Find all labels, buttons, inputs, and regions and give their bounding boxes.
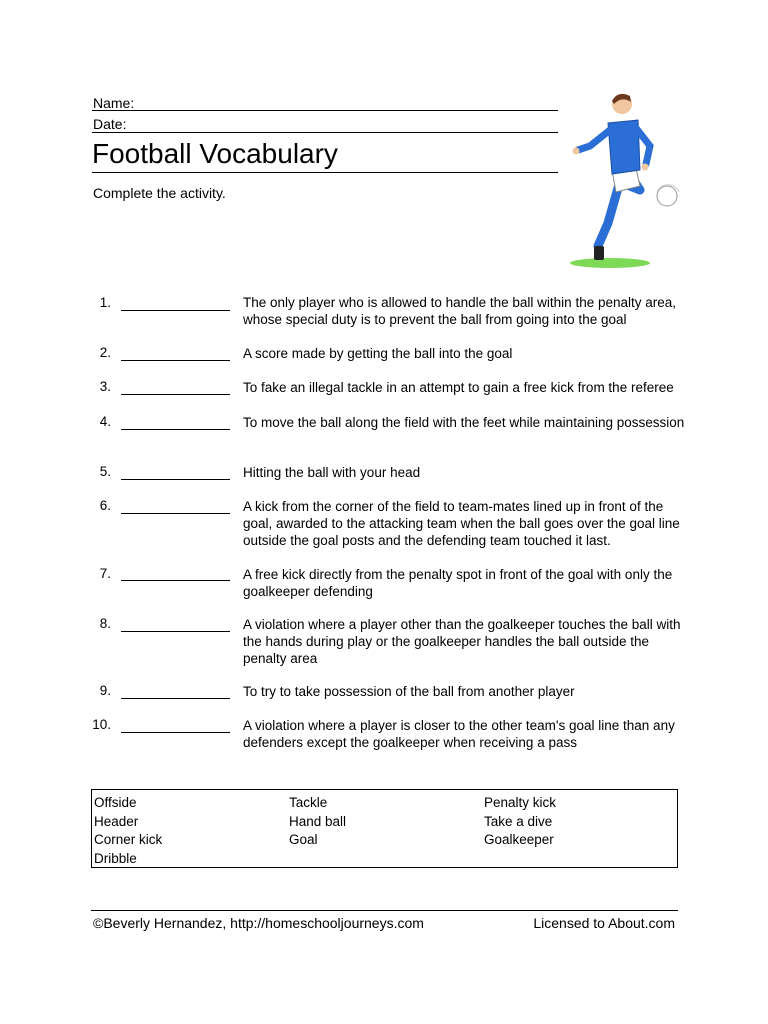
word-bank-item: Offside <box>94 795 137 810</box>
page-title: Football Vocabulary <box>92 138 338 169</box>
title-underline <box>92 172 558 173</box>
question-number: 3. <box>99 379 111 394</box>
question-text: To fake an illegal tackle in an attempt to gain a free kick from the referee <box>243 380 674 395</box>
answer-blank[interactable] <box>121 698 230 699</box>
question-number: 7. <box>99 566 111 581</box>
question-number: 8. <box>99 616 111 631</box>
question-number: 1. <box>99 295 111 310</box>
question-text: A violation where a player other than the goalkeeper touches the ball with the hands during play or the goalkeeper handles the ball outside the penalty area <box>243 617 681 666</box>
question-number: 6. <box>99 498 111 513</box>
word-bank-column-3 <box>484 794 556 850</box>
word-bank-column-2 <box>289 794 346 850</box>
date-line[interactable] <box>92 132 558 133</box>
answer-blank[interactable] <box>121 631 230 632</box>
answer-blank[interactable] <box>121 360 230 361</box>
answer-blank[interactable] <box>121 580 230 581</box>
question-text: A score made by getting the ball into the goal <box>243 346 513 361</box>
answer-blank[interactable] <box>121 732 230 733</box>
word-bank-item: Goal <box>289 832 318 848</box>
word-bank-item: Take a dive <box>484 813 553 829</box>
question-text: To move the ball along the field with the feet while maintaining possession <box>243 415 685 430</box>
question-number: 2. <box>99 345 111 360</box>
question-number: 10. <box>92 717 111 732</box>
answer-blank[interactable] <box>121 310 230 311</box>
answer-blank[interactable] <box>121 513 230 514</box>
word-bank-item: Header <box>94 813 139 829</box>
name-line[interactable] <box>92 110 558 111</box>
answer-blank[interactable] <box>121 429 230 430</box>
footer-copyright: ©Beverly Hernandez, http://homeschooljourneys.com <box>93 915 424 931</box>
question-text: A violation where a player is closer to the other team's goal line than any defenders except the goalkeeper when receiving a pass <box>243 718 675 750</box>
question-text: Hitting the ball with your head <box>243 465 421 480</box>
question-text: To try to take possession of the ball from another player <box>243 684 575 699</box>
name-label: Name: <box>93 95 135 111</box>
instruction-text: Complete the activity. <box>93 185 226 201</box>
word-bank-column-1 <box>94 794 162 869</box>
word-bank-item: Tackle <box>289 795 328 810</box>
answer-blank[interactable] <box>121 479 230 480</box>
word-bank-item: Dribble <box>94 851 137 867</box>
question-number: 5. <box>99 464 111 479</box>
word-bank-item: Goalkeeper <box>484 832 554 848</box>
question-text: A kick from the corner of the field to team-mates lined up in front of the goal, awarded to the attacking team when the ball goes over the goal line outside the goal posts and the defending team touched it last. <box>243 499 680 548</box>
word-bank <box>91 789 678 868</box>
footer-divider <box>91 910 678 911</box>
word-bank-item: Corner kick <box>94 832 163 848</box>
question-number: 9. <box>99 683 111 698</box>
answer-blank[interactable] <box>121 394 230 395</box>
word-bank-item: Penalty kick <box>484 795 557 810</box>
question-number: 4. <box>99 414 111 429</box>
soccer-player-kicking-icon <box>560 88 685 273</box>
date-label: Date: <box>93 116 127 132</box>
question-text: The only player who is allowed to handle the ball within the penalty area, whose special duty is to prevent the ball from going into the goal <box>243 295 677 327</box>
footer-license: Licensed to About.com <box>533 915 675 931</box>
word-bank-item: Hand ball <box>289 813 347 829</box>
question-text: A free kick directly from the penalty spot in front of the goal with only the goalkeeper defending <box>243 567 673 599</box>
